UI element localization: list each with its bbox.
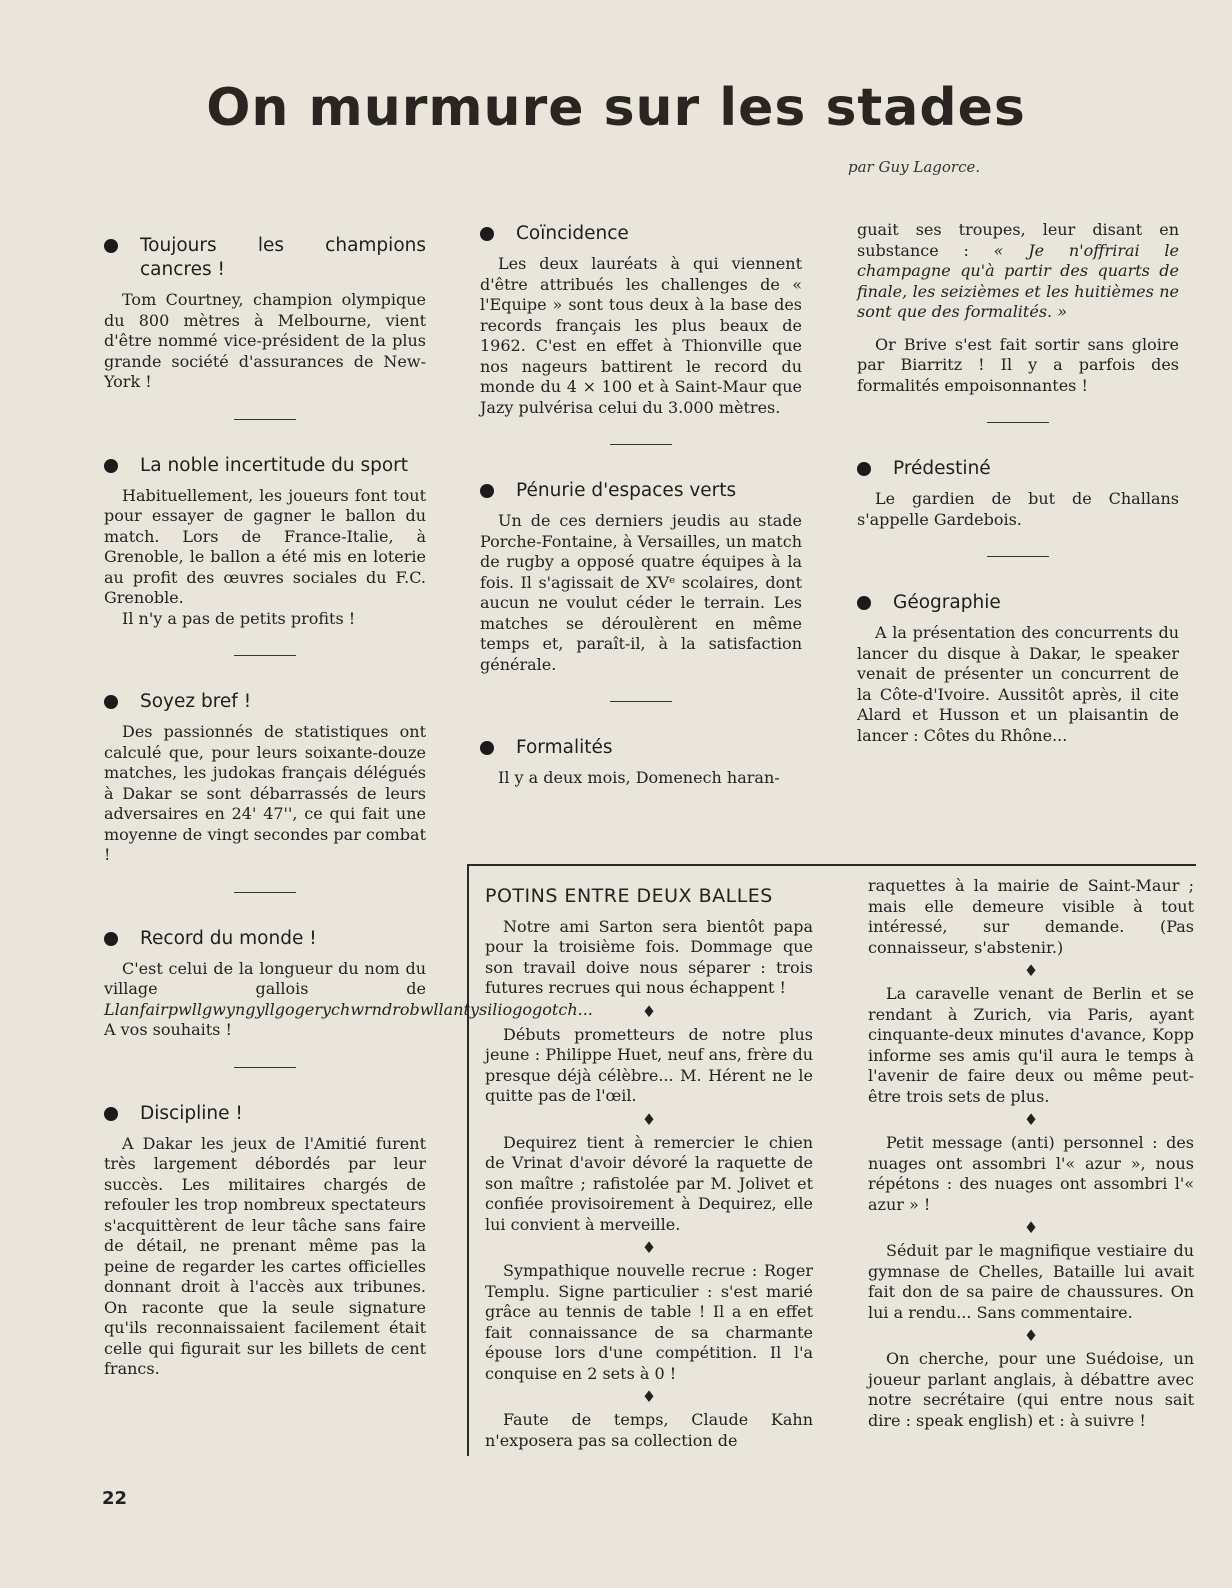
article-text: Il y a deux mois, Domenech haran- [498,768,780,787]
potins-item: raquettes à la mairie de Saint-Maur ; mais elle demeure visible à tout intéressé, sur demande. (Pas connaisseur, s'abstenir.) [868,876,1194,957]
potins-title: POTINS ENTRE DEUX BALLES [485,885,773,907]
bullet-icon [857,596,871,610]
heading-text: Discipline ! [140,1102,243,1124]
article-text: Habituellement, les joueurs font tout pour essayer de gagner le ballon du match. Lors de France-Italie, à Grenoble, le ballon a été mis en loterie au profit des œuvres sociales du F.C. Grenoble. [104,485,426,607]
potins-item: Sympathique nouvelle recrue : Roger Templu. Signe particulier : s'est marié grâce au tennis de table ! Il a en effet fait connaissance de sa charmante épouse lors d'une compétition. Il l'a conquise en 2 sets à 0 ! [485,1261,813,1383]
bullet-icon [480,741,494,755]
potins-item: On cherche, pour une Suédoise, un joueur parlant anglais, à débattre avec notre secrétaire (qui entre nous sait dire : speak english) et : à suivre ! [868,1349,1194,1430]
article-text: Un de ces derniers jeudis au stade Porche-Fontaine, à Versailles, un match de rugby a opposé quatre équipes à la fois. Il s'agissait de XVᵉ scolaires, dont aucun ne voulut céder le terrain. Les matches se déroulèrent en même temps et, paraît-il, à la satisfaction générale. [480,511,802,674]
bullet-icon [480,227,494,241]
quote: « Je n'offrirai le champagne qu'à partir des quarts de finale, les seizièmes et les huitièmes ne sont que des formalités. » [857,240,1179,321]
column-3 [857,220,1179,758]
potins-item: Débuts prometteurs de notre plus jeune : Philippe Huet, neuf ans, frère du presque déjà célèbre... M. Hérent ne le quitte pas de l'œil. [485,1024,813,1105]
potins-column-right [868,876,1194,1443]
section-heading [104,927,426,951]
heading-text: Toujours les champions cancres ! [140,235,426,280]
diamond-icon: ♦ [1023,1326,1039,1345]
separator [987,556,1049,557]
bullet-icon [104,932,118,946]
article-text: A la présentation des concurrents du lancer du disque à Dakar, le speaker venait de présenter un concurrent de la Côte-d'Ivoire. Aussitôt après, il cite Alard et Husson et un plaisantin de lancer : Côtes du Rhône... [857,623,1179,745]
section-heading [104,690,426,714]
heading-text: Pénurie d'espaces verts [516,480,737,501]
byline: par Guy Lagorce. [848,158,981,176]
separator [987,422,1049,423]
article-text: Le gardien de but de Challans s'appelle Gardebois. [857,489,1179,529]
potins-item: Notre ami Sarton sera bientôt papa pour la troisième fois. Dommage que son travail doive nous séparer : trois futures recrues qui nous échappent ! [485,916,813,997]
article-text [104,958,593,1041]
separator [610,444,672,445]
article-text: Des passionnés de statistiques ont calculé que, pour leurs soixante-douze matches, les judokas français délégués à Dakar se sont débarrassés de leurs adversaires en 24' 47'', ce qui fait une moyenne de vingt secondes par combat ! [104,722,426,864]
article-text: Il n'y a pas de petits profits ! [122,608,356,628]
heading-text: La noble incertitude du sport [140,454,409,476]
text-fragment: A vos souhaits ! [104,1020,232,1039]
heading-text: Coïncidence [516,223,629,244]
section-heading [480,479,802,503]
bullet-icon [104,695,118,709]
diamond-icon: ♦ [641,1238,657,1257]
section-heading [857,591,1179,615]
heading-text: Soyez bref ! [140,691,252,712]
diamond-icon: ♦ [1023,1110,1039,1129]
heading-text: Géographie [893,592,1001,613]
section-heading [104,234,426,282]
heading-text: Formalités [516,737,613,758]
diamond-icon: ♦ [641,1001,657,1021]
diamond-icon: ♦ [641,1387,657,1406]
potins-item: Petit message (anti) personnel : des nuages ont assombri l'« azur », nous répétons : des nuages ont assombri l'« azur » ! [868,1133,1194,1214]
page-title: On murmure sur les stades [206,78,1026,138]
separator [234,419,296,420]
section-heading [480,736,802,760]
separator [610,701,672,702]
bullet-icon [857,462,871,476]
article-text: Les deux lauréats à qui viennent d'être attribués les challenges de « l'Equipe » sont tous deux à la base des records français les plus beaux de 1962. C'est en effet à Thionville que nos nageurs battirent le record du monde du 4 × 100 et à Saint-Maur que Jazy pulvérisa celui du 3.000 mètres. [480,254,802,417]
article-text: A Dakar les jeux de l'Amitié furent très largement débordés par leur succès. Les militaires chargés de refouler les trop nombreux spectateurs s'acquittèrent de leur tâche sans faire de détail, ne prenant même pas la peine de regarder les cartes officielles donnant droit à l'accès aux tribunes. On raconte que la seule signature qu'ils reconnaissaient facilement était celle qui figurait sur les billets de cent francs. [104,1133,426,1378]
bullet-icon [104,459,118,473]
section-heading [480,222,802,246]
separator [234,655,296,656]
text-fragment: C'est celui de la longueur du nom du village gallois de [104,958,426,998]
potins-item: Séduit par le magnifique vestiaire du gymnase de Chelles, Bataille lui avait fait don de sa paire de chaussures. On lui a rendu... Sans commentaire. [868,1241,1194,1322]
diamond-icon: ♦ [1023,1218,1039,1237]
page-number: 22 [102,1488,128,1509]
diamond-icon: ♦ [1023,961,1039,980]
village-name: Llanfairpwllgwyngyllgogerychwrndrobwllantysiliogogotch... [104,999,593,1019]
heading-text: Record du monde ! [140,927,317,949]
article-text [857,220,1179,323]
separator [234,892,296,893]
heading-text: Prédestiné [893,458,991,479]
column-2 [480,222,802,801]
bullet-icon [104,239,118,253]
diamond-icon: ♦ [641,1109,657,1129]
bullet-icon [104,1107,118,1121]
potins-item: Dequirez tient à remercier le chien de Vrinat d'avoir dévoré la raquette de son maître ; rafistolée par M. Jolivet et confiée provisoirement à Dequirez, elle lui convient à merveille. [485,1132,813,1234]
article-text: Or Brive s'est fait sortir sans gloire par Biarritz ! Il y a parfois des formalités empoisonnantes ! [857,334,1179,395]
section-heading [104,1102,426,1126]
separator [234,1067,296,1068]
article-text: Tom Courtney, champion olympique du 800 mètres à Melbourne, vient d'être nommé vice-président de la plus grande société d'assurances de New-York ! [104,290,426,391]
bullet-icon [480,484,494,498]
section-heading [104,454,426,478]
text-fragment: guait ses troupes, leur disant en substance : [857,220,1179,260]
section-heading [857,457,1179,481]
potins-column-left [485,876,813,1463]
potins-item: Faute de temps, Claude Kahn n'exposera pas sa collection de [485,1410,813,1450]
potins-item: La caravelle venant de Berlin et se rendant à Zurich, via Paris, ayant cinquante-deux minutes d'avance, Kopp informe ses amis qu'il aura le temps à l'avenir de faire deux ou même peut-être trois sets de plus. [868,984,1194,1106]
